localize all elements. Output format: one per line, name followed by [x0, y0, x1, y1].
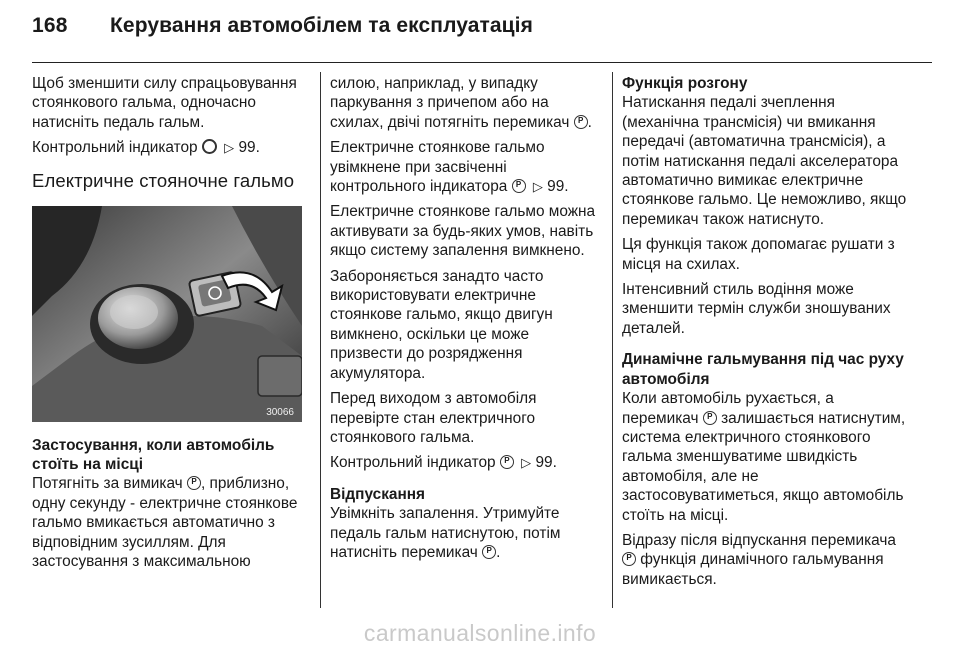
page-reference[interactable]: 99. — [238, 139, 260, 157]
paragraph: Ця функція також допомагає рушати з місця на схилах. — [622, 236, 895, 273]
column-divider — [320, 72, 321, 608]
parking-brake-switch-icon — [187, 476, 201, 490]
paragraph: силою, наприклад, у випадку паркування з причепом або на схилах, двічі потягніть перемикач P . — [330, 74, 600, 132]
sub-heading: Функція розгону — [622, 75, 748, 92]
brake-warning-icon — [202, 139, 217, 154]
paragraph: Щоб зменшити силу спрацьовування стоянкового гальма, одночасно натисніть педаль гальм. — [32, 75, 297, 131]
watermark: carmanualsonline.info — [363, 620, 597, 646]
sub-heading: Відпускання — [330, 485, 426, 503]
figure-code: 30066 — [266, 406, 294, 418]
parking-brake-switch-photo — [32, 206, 302, 422]
column-divider — [612, 72, 613, 608]
page-header — [32, 14, 533, 48]
parking-brake-switch-icon — [703, 411, 717, 425]
column-1 — [32, 74, 302, 577]
parking-brake-indicator-icon — [512, 179, 526, 193]
paragraph: Забороняється занадто часто використовувати електричне стоянкове гальмо, якщо двигун вимкнено, оскільки це може призвести до розрядження акумулятора. — [330, 267, 553, 382]
page-number: 168 — [32, 14, 68, 37]
paragraph: Електричне стоянкове гальмо увімкнене при засвіченні контрольного індикатора P ▷ 99. — [330, 138, 600, 196]
page-reference[interactable]: 99. — [547, 178, 569, 196]
paragraph: Потягніть за вимикач P , приблизно, одну секунду - електричне стоянкове гальмо вмикається автоматично з відповідним зусиллям. Для застосування з максимальною — [32, 474, 302, 571]
page-ref-arrow-icon: ▷ — [224, 140, 235, 156]
sub-heading: Застосування, коли автомобіль стоїть на місці — [32, 436, 275, 474]
column-2 — [330, 74, 600, 568]
header-rule — [32, 62, 932, 63]
column-3 — [622, 74, 912, 595]
page-ref-arrow-icon: ▷ — [532, 179, 543, 195]
paragraph: Контрольний індикатор P ▷ 99. — [330, 453, 600, 472]
parking-brake-switch-icon — [574, 115, 588, 129]
sub-heading: Динамічне гальмування під час руху автомобіля — [622, 351, 904, 388]
paragraph: Перед виходом з автомобіля перевірте стан електричного стоянкового гальма. — [330, 390, 537, 446]
parking-brake-switch-icon — [482, 545, 496, 559]
paragraph: Контрольний індикатор ▷ 99. — [32, 139, 260, 157]
page-title: Керування автомобілем та експлуатація — [110, 14, 533, 37]
parking-brake-indicator-icon — [500, 455, 514, 469]
parking-brake-switch-icon — [622, 552, 636, 566]
paragraph: Інтенсивний стиль водіння може зменшити термін служби зношуваних деталей. — [622, 281, 891, 337]
paragraph: Електричне стоянкове гальмо можна активувати за будь-яких умов, навіть якщо систему запалення вимкнено. — [330, 203, 596, 260]
paragraph: Увімкніть запалення. Утримуйте педаль гальм натиснутою, потім натисніть перемикач P . — [330, 504, 600, 562]
paragraph: Натискання педалі зчеплення (механічна трансмісія) чи вмикання передачі (автоматична трансмісія), а потім натискання педалі акселератора автоматично вимикає електричне стоянкове гальмо. Це неможливо, якщо перемикач також натиснуто. — [622, 94, 907, 228]
paragraph: Коли автомобіль рухається, а перемикач P залишається натиснутим, система електричного стоянкового гальма зменшуватиме швидкість автомобіля, але не застосовуватиметься, якщо автомобіль стоїть на місці. — [622, 389, 912, 525]
paragraph: Відразу після відпускання перемикача P функція динамічного гальмування вимикається. — [622, 531, 912, 589]
page-ref-arrow-icon: ▷ — [521, 455, 532, 471]
section-title: Електричне стояночне гальмо — [32, 169, 295, 191]
page-reference[interactable]: 99. — [535, 454, 557, 472]
